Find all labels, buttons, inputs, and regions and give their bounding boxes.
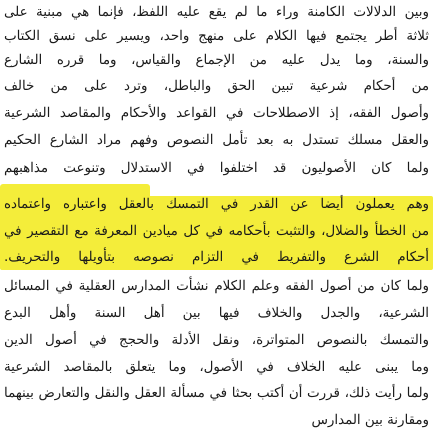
highlighted-line: وهم يعملون أيضا عن القدر في التمسك بالعقل واعتباره واعتماده (4, 197, 429, 212)
text-line: والتمسك بالنصوص المتواترة، ونقل الأدلة والحجج في أصول الدين (4, 333, 429, 348)
text-line: ولما كان من أصول الفقه وعلم الكلام نشأت المدارس العقلية في المسائل (4, 279, 429, 294)
text-line: من أحكام شرعية تبين الحق والباطل، وترد على من خالف (4, 79, 429, 94)
text-line: ولما رأيت ذلك، قررت أن أكتب بحثا في مسألة العقل والنقل والتعارض بينهما (4, 386, 429, 401)
highlighted-line: أحكام الشرع والتفريط في التزام نصوصه بتأويلها والتحريف. (4, 250, 429, 265)
text-line: والعقل مسلك تستدل به بعد تأمل النصوص وفهم مراد الشارع الحكيم (4, 133, 429, 148)
text-line-last: ومقارنة بين المدارس (311, 413, 429, 428)
text-line: ثلاثة أطر يجتمع فيها الكلام على منهج واحد، ويسير على نسق الكتاب (4, 29, 429, 44)
text-line: ولما كان الأصوليون قد اختلفوا في الاستدلال وتنوعت مذاهبهم (4, 161, 429, 176)
text-line: الشرعية، والجدل والخلاف فيها بين أهل السنة وأهل البدع (4, 306, 429, 321)
text-line: وأصول الفقه، إذ الاصطلاحات في القواعد والأحكام والمقاصد الشرعية (4, 106, 429, 121)
text-line: وبين الدلالات الكامنة وراء ما لم يقع عليه اللفظ، فإنما هي مبنية على (4, 5, 429, 20)
text-line: والسنة، وما يدل عليه من الإجماع والقياس، وما قرره الشارع (4, 53, 429, 68)
highlighted-line: من الخطأ والضلال، والتثبت بأحكامه في كل ميادين المعرفة مع التقصير في (4, 224, 429, 239)
text-line: وما يبنى عليه الخلاف في الأصول، وما يتعلق بالمقاصد الشرعية (4, 360, 429, 375)
